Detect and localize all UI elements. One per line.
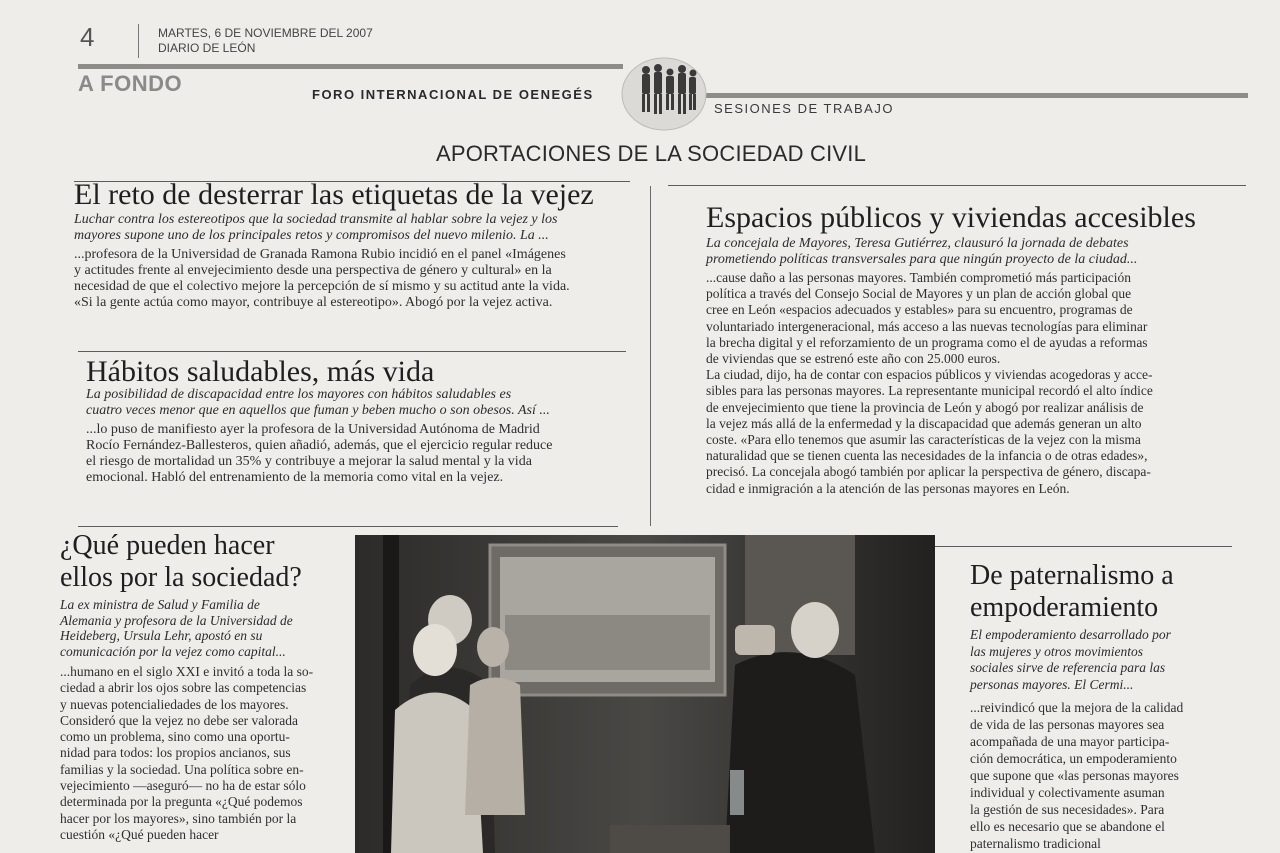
body-line: coste. «Para ello tenemos que asumir las características de la vejez con la misma (706, 432, 1141, 448)
headline-line: ellos por la sociedad? (60, 562, 302, 593)
body-line: la vejez más allá de la enfermedad y la discapacidad que además generan un alto (706, 415, 1142, 431)
body-line: de envejecimiento que tiene la provincia de León y abogó por realizar análisis de (706, 399, 1144, 415)
body-line: y actitudes frente al envejecimiento desde una perspectiva de género y cultural» en la (74, 263, 552, 278)
body-line: ...profesora de la Universidad de Granada Ramona Rubio incidió en el panel «Imágenes (74, 247, 566, 262)
body-line: necesidad de que el colectivo mejore la percepción de sí mismo y su actitud ante la vida. (74, 279, 570, 294)
article-paternalismo (970, 560, 1235, 852)
body-line: la gestión de sus necesidades». Para (970, 802, 1165, 817)
photo-scene (355, 535, 935, 853)
article-headline: El reto de desterrar las etiquetas de la vejez (74, 178, 594, 211)
article-body (970, 699, 1235, 852)
body-line: ...reivindicó que la mejora de la calidad (970, 700, 1184, 715)
body-line: naturalidad que se tienen cuenta las necesidades de la infancia o de otras edades», (706, 448, 1148, 464)
article-espacios-publicos (706, 202, 1236, 497)
body-line: cree en León «espacios adecuados y estables» para su encuentro, programas de (706, 302, 1133, 318)
body-line: hacer por los mayores», sino también por la (60, 810, 297, 826)
body-line: cuestión «¿Qué pueden hacer (60, 826, 219, 842)
deck-line: personas mayores. El Cermi... (970, 676, 1134, 692)
headline-line: ¿Qué pueden hacer (60, 530, 275, 561)
body-line: nidad para todos: los propios ancianos, sus (60, 745, 291, 761)
article-body (86, 422, 626, 486)
deck-line: las mujeres y otros movimientos (970, 643, 1143, 659)
deck-line: La posibilidad de discapacidad entre los mayores con hábitos saludables es (86, 387, 512, 402)
article-habitos-saludables (86, 356, 626, 486)
rule-bottom-left (78, 526, 618, 527)
article-body (706, 270, 1236, 497)
body-line: Consideró que la vejez no debe ser valorada (60, 712, 299, 728)
body-line: familias y la sociedad. Una política sobre en- (60, 761, 304, 777)
article-deck (706, 236, 1236, 267)
article-headline (970, 560, 1235, 624)
body-line: individual y colectivamente asuman (970, 785, 1165, 800)
body-line: y nuevas potencialiedades de los mayores. (60, 696, 289, 712)
headline-line: De paternalismo a (970, 560, 1174, 591)
header-rule-right (700, 93, 1248, 98)
article-body (60, 664, 345, 843)
article-deck (86, 387, 626, 418)
body-line: política a través del Consejo Social de Mayores y un plan de acción global que (706, 286, 1132, 302)
article-deck (970, 627, 1235, 693)
section-label: A FONDO (78, 71, 183, 96)
header-dateline (158, 26, 373, 56)
body-line: Rocío Fernández-Ballesteros, quien añadió, además, que el ejercicio regular reduce (86, 438, 553, 453)
rule-mid-left (78, 351, 626, 352)
body-line: cidad e inmigración a la atención de las personas mayores en León. (706, 480, 1070, 496)
publication-date: MARTES, 6 DE NOVIEMBRE DEL 2007 (158, 26, 373, 40)
header-separator (138, 24, 139, 58)
event-title: FORO INTERNACIONAL DE OENEGÉS (312, 87, 594, 102)
deck-line: comunicación por la vejez como capital... (60, 643, 286, 659)
body-line: acompañada de una mayor participa- (970, 734, 1170, 749)
article-deck (74, 212, 634, 243)
deck-line: sociales sirve de referencia para las (970, 660, 1166, 675)
header-rule-left (78, 64, 623, 69)
body-line: ción democrática, un empoderamiento (970, 751, 1177, 766)
article-que-pueden-hacer (60, 530, 345, 843)
article-headline: Hábitos saludables, más vida (86, 355, 435, 388)
body-line: ciedad a abrir los ojos sobre las competencias (60, 680, 307, 696)
body-line: vejecimiento —aseguró— no ha de estar sólo (60, 778, 306, 794)
deck-line: prometiendo políticas transversales para que ningún proyecto de la ciudad... (706, 251, 1138, 267)
body-line: el riesgo de mortalidad un 35% y contribuye a mejorar la salud mental y la vida (86, 454, 532, 469)
body-line: voluntariado intergeneracional, más acceso a las nuevas tecnologías para eliminar (706, 318, 1148, 334)
news-photo (355, 535, 935, 853)
page-number: 4 (80, 22, 95, 52)
body-line: La ciudad, dijo, ha de contar con espacios públicos y viviendas acogedoras y acce- (706, 367, 1153, 383)
deck-line: Alemania y profesora de la Universidad de (60, 612, 293, 628)
deck-line: La concejala de Mayores, Teresa Gutiérrez, clausuró la jornada de debates (706, 236, 1129, 251)
article-deck (60, 597, 345, 659)
deck-line: mayores supone uno de los principales retos y compromisos del nuevo milenio. La ... (74, 227, 549, 243)
article-body (74, 247, 634, 311)
body-line: sibles para las personas mayores. La representante municipal recordó el alto índice (706, 383, 1153, 399)
column-divider (650, 186, 651, 526)
body-line: ...humano en el siglo XXI e invitó a toda la so- (60, 664, 314, 679)
body-line: ello es necesario que se abandone el (970, 819, 1165, 834)
body-line: ...lo puso de manifiesto ayer la profesora de la Universidad Autónoma de Madrid (86, 422, 540, 437)
body-line: emocional. Habló del entrenamiento de la memoria como vital en la vejez. (86, 470, 504, 485)
deck-line: Heideberg, Ursula Lehr, apostó en su (60, 628, 263, 643)
article-etiquetas-vejez (74, 179, 634, 311)
page-subhead: APORTACIONES DE LA SOCIEDAD CIVIL (436, 141, 867, 166)
body-line: precisó. La concejala abogó también por aplicar la perspectiva de género, discapa- (706, 464, 1151, 480)
body-line: paternalismo tradicional (970, 836, 1101, 851)
body-line: ...cause daño a las personas mayores. También comprometió más participación (706, 270, 1132, 285)
deck-line: El empoderamiento desarrollado por (970, 627, 1171, 642)
body-line: que supone que «las personas mayores (970, 768, 1179, 783)
subsection-label: SESIONES DE TRABAJO (714, 101, 894, 116)
forum-logo-icon (620, 56, 708, 136)
deck-line: Luchar contra los estereotipos que la sociedad transmite al hablar sobre la vejez y los (74, 212, 558, 227)
article-headline: Espacios públicos y viviendas accesibles (706, 201, 1196, 234)
body-line: de viviendas que se estrenó este año con 25.000 euros. (706, 351, 1001, 367)
newspaper-name: DIARIO DE LEÓN (158, 41, 256, 55)
headline-line: empoderamiento (970, 592, 1159, 623)
deck-line: cuatro veces menor que en aquellos que fuman y beben mucho o son obesos. Así ... (86, 402, 550, 418)
rule-top-right (668, 185, 1246, 186)
body-line: «Si la gente actúa como mayor, contribuye al estereotipo». Abogó por la vejez activa. (74, 295, 553, 310)
deck-line: La ex ministra de Salud y Familia de (60, 597, 260, 612)
body-line: determinada por la pregunta «¿Qué podemos (60, 794, 303, 810)
body-line: como un problema, sino como una oportu- (60, 729, 290, 745)
article-headline (60, 530, 345, 594)
body-line: la brecha digital y el reforzamiento de un programa como el de ayudas a reformas (706, 334, 1148, 350)
body-line: de vida de las personas mayores sea (970, 717, 1165, 732)
